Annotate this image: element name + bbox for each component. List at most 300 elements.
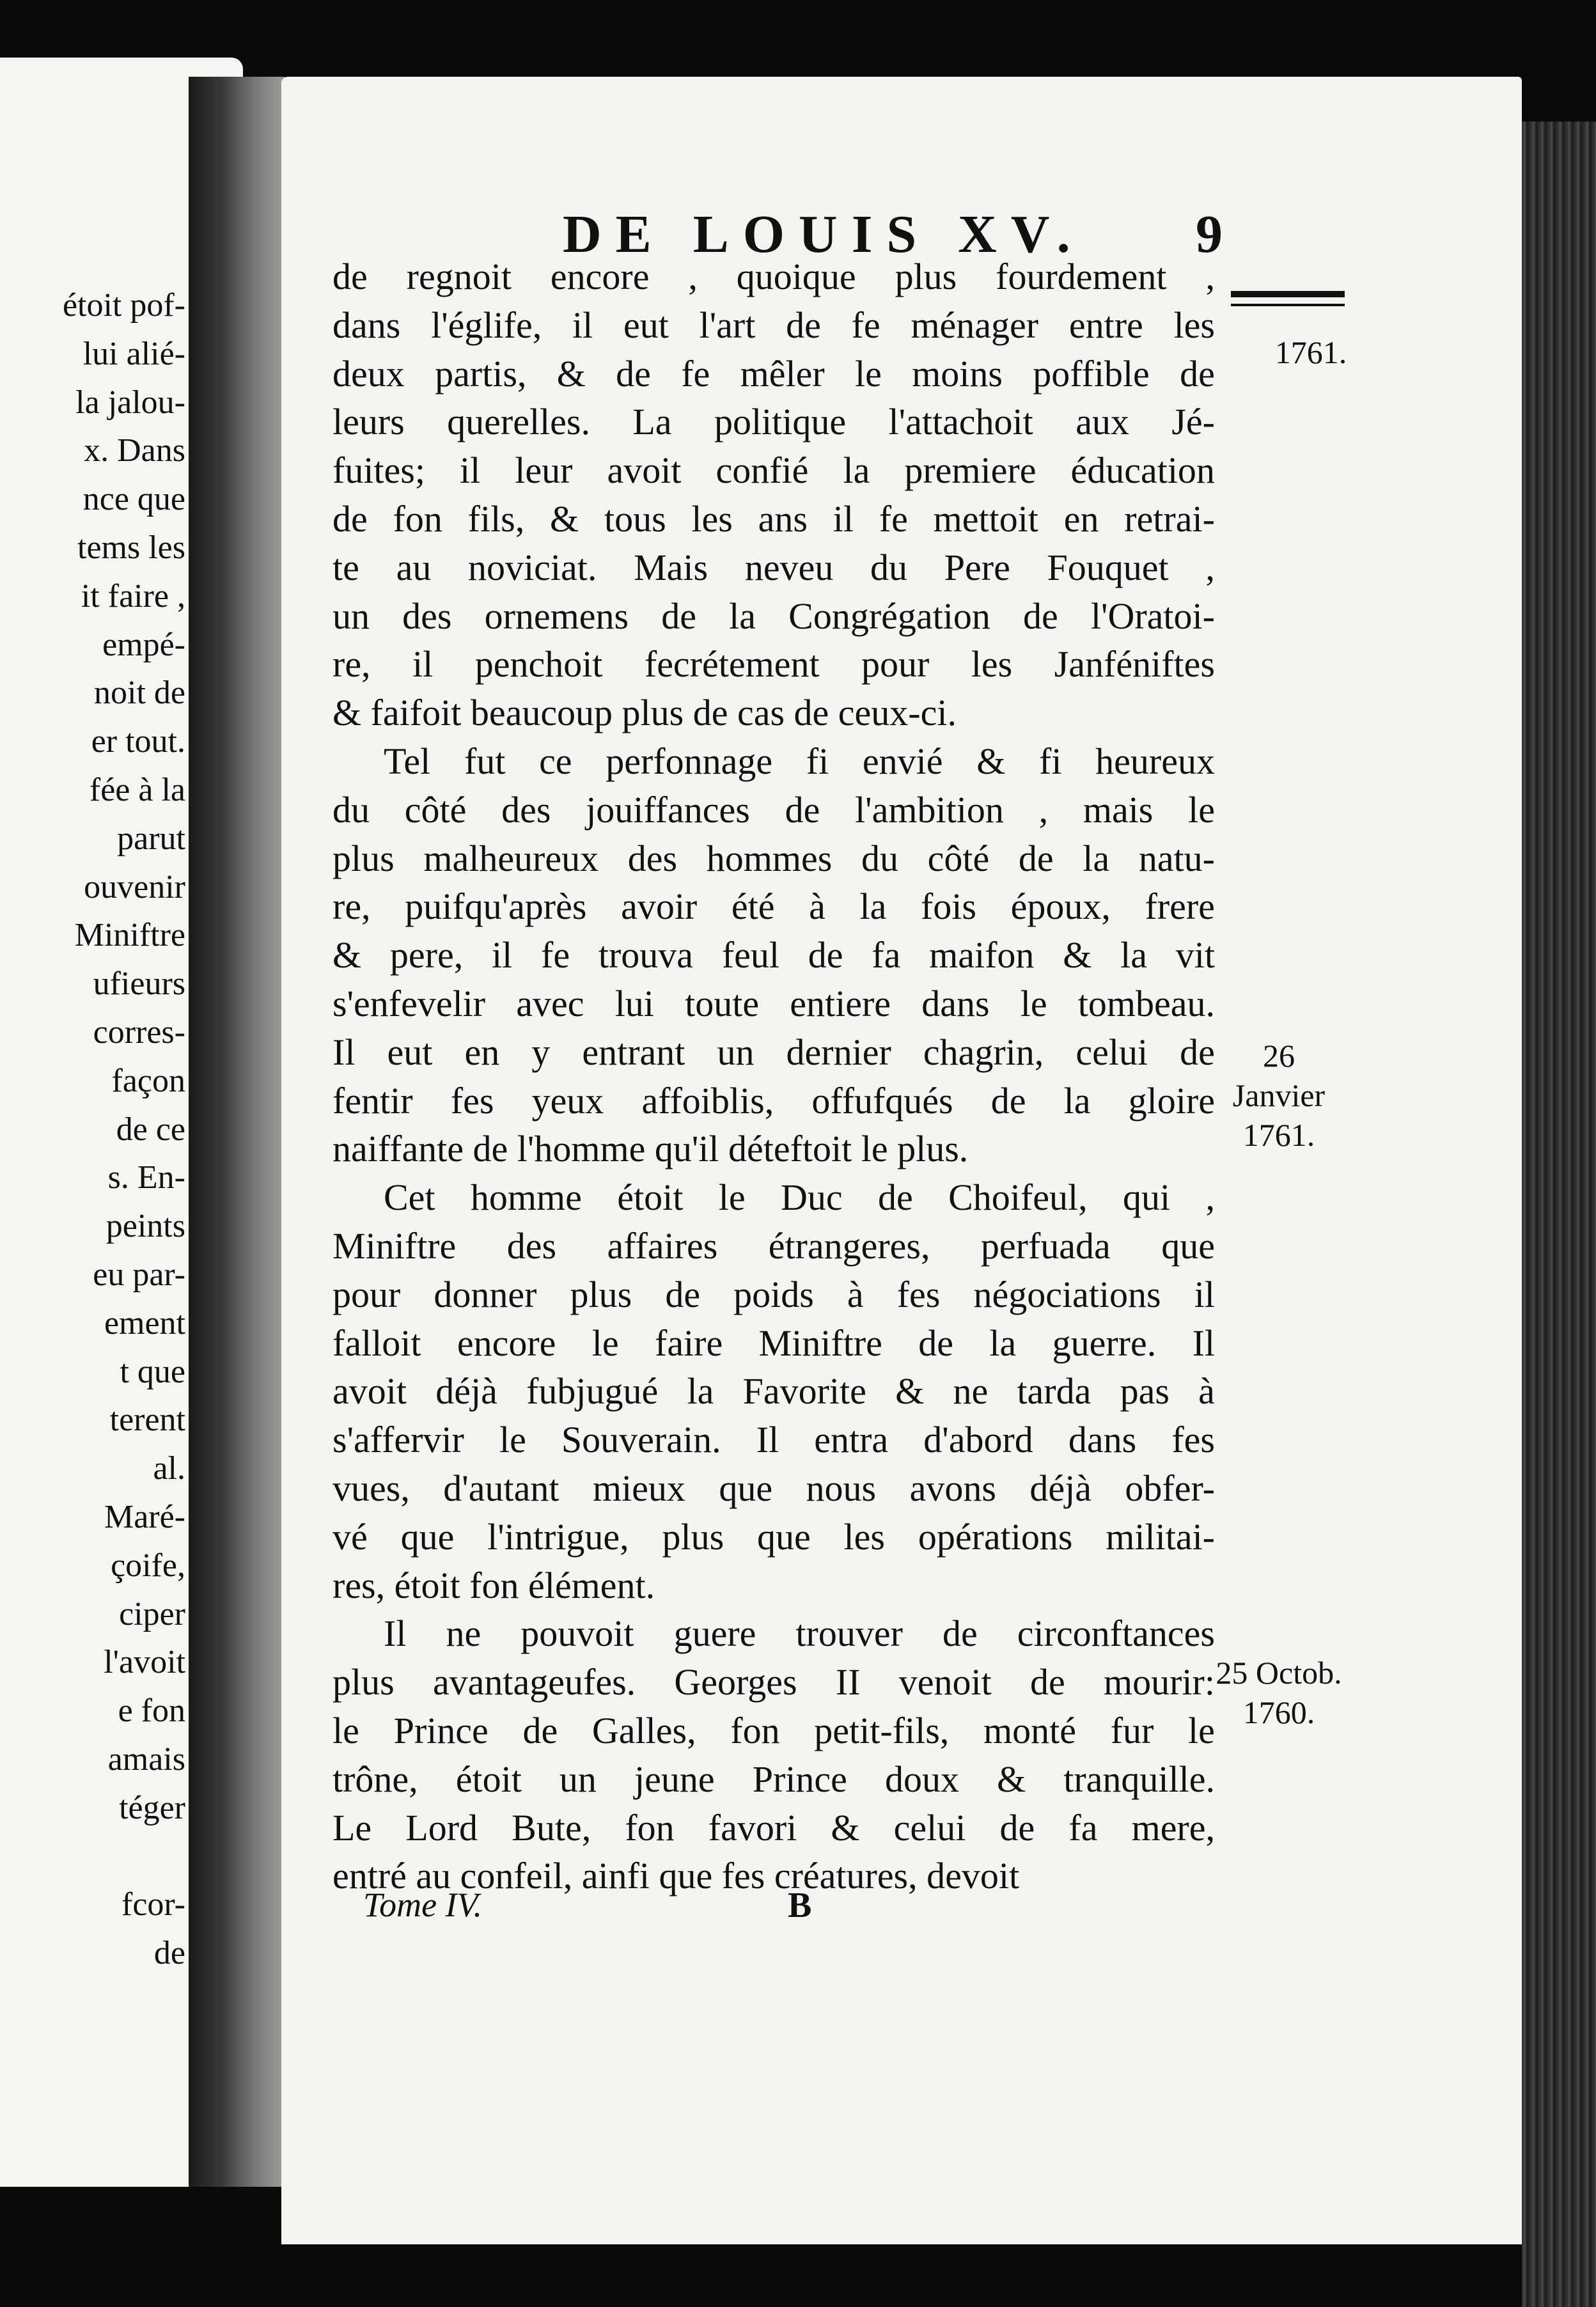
body-word: tarda xyxy=(1017,1370,1091,1412)
body-word: la xyxy=(687,1370,714,1412)
body-word: te xyxy=(332,546,359,588)
body-word: Cet xyxy=(384,1177,435,1219)
body-line xyxy=(332,592,1215,641)
body-word: fecrétement xyxy=(644,643,820,685)
page-number: 9 xyxy=(1196,205,1223,264)
body-word: Favorite xyxy=(742,1370,866,1412)
body-word: déjà xyxy=(435,1370,497,1412)
left-page-line: er tout. xyxy=(91,723,185,760)
left-page-line: amais xyxy=(107,1740,185,1778)
left-page-line: ciper xyxy=(119,1595,185,1632)
body-word: trouva xyxy=(598,934,694,976)
body-line xyxy=(332,1609,1215,1658)
body-word: de xyxy=(999,1806,1035,1849)
left-page-line: çoife, xyxy=(111,1547,185,1584)
body-word: le xyxy=(1188,1709,1215,1751)
body-word: premiere xyxy=(904,450,1037,492)
body-line-text: & faifoit beaucoup plus de cas de ceux-ci. xyxy=(332,692,957,734)
body-line-text: naiffante de l'homme qu'il déteftoit le plus. xyxy=(332,1128,969,1170)
body-word: ans xyxy=(758,497,808,540)
body-word: quoique xyxy=(736,256,856,297)
left-page-line: étoit pof- xyxy=(62,287,185,324)
body-word: toute xyxy=(685,982,760,1024)
body-word: moins xyxy=(912,352,1003,395)
body-word: de xyxy=(665,1273,701,1315)
body-word: eut xyxy=(623,304,669,346)
body-word: la xyxy=(989,1322,1017,1364)
body-line xyxy=(332,1561,1215,1610)
book-gutter xyxy=(189,77,285,2187)
body-word: fois xyxy=(920,886,976,928)
body-word: aux xyxy=(1076,401,1129,443)
body-word: fourdement xyxy=(996,256,1167,297)
body-word: de xyxy=(942,1613,978,1655)
body-line xyxy=(332,544,1215,592)
body-word: leurs xyxy=(332,401,405,443)
body-word: noviciat. xyxy=(468,546,597,588)
body-word: de xyxy=(661,595,696,637)
body-line xyxy=(332,1513,1215,1561)
body-word: étrangeres, xyxy=(768,1224,930,1267)
body-word: Mais xyxy=(634,546,708,588)
left-page-line: eu par- xyxy=(93,1256,185,1293)
body-word: la xyxy=(1063,1079,1091,1122)
body-word: la xyxy=(1120,934,1147,976)
body-word: les xyxy=(971,643,1013,685)
body-word: des xyxy=(627,837,678,879)
body-word: il xyxy=(412,643,434,685)
body-word: , xyxy=(1038,788,1049,831)
body-word: des xyxy=(501,788,551,831)
body-word: de xyxy=(1180,352,1215,395)
body-word: fon xyxy=(730,1709,780,1751)
body-word: il xyxy=(572,304,593,346)
body-word: avoir xyxy=(621,886,698,928)
left-page-line: corres- xyxy=(93,1013,185,1051)
body-word: Miniftre xyxy=(758,1322,882,1364)
body-word: un xyxy=(559,1758,597,1800)
left-page-line: al. xyxy=(153,1450,185,1487)
body-word: plus xyxy=(895,256,957,297)
body-word: opérations xyxy=(918,1515,1073,1558)
body-word: le xyxy=(718,1177,746,1219)
body-word: ce xyxy=(539,740,572,782)
body-word: , xyxy=(1205,256,1215,297)
body-word: de xyxy=(808,934,843,976)
body-word: eut xyxy=(387,1031,433,1073)
left-page-line: Maré- xyxy=(104,1498,185,1535)
body-word: Le xyxy=(332,1806,372,1849)
body-word: partis, xyxy=(435,352,527,395)
body-word: avec xyxy=(516,982,584,1024)
body-line xyxy=(332,446,1215,495)
body-word: fi xyxy=(1039,740,1062,782)
body-word: de xyxy=(878,1177,913,1219)
body-word: fubjugué xyxy=(526,1370,659,1412)
body-word: de xyxy=(990,1079,1026,1122)
body-line xyxy=(332,1416,1215,1464)
body-word: la xyxy=(859,886,887,928)
body-line xyxy=(332,253,1215,301)
body-word: de xyxy=(332,497,368,540)
body-word: côté xyxy=(404,788,467,831)
body-word: fon xyxy=(393,497,442,540)
body-word: de xyxy=(332,256,368,297)
body-word: regnoit xyxy=(406,256,512,297)
body-word: lui xyxy=(614,982,654,1024)
body-line xyxy=(332,1125,1215,1173)
body-word: entrant xyxy=(582,1031,685,1073)
margin-note-date-october: 25 Octob. 1760. xyxy=(1216,1655,1342,1730)
body-line-text: entré au confeil, ainfi que fes créatures, devoit xyxy=(332,1855,1020,1897)
body-word: plus xyxy=(662,1515,724,1558)
body-line xyxy=(332,1077,1215,1125)
left-page-line: lui alié- xyxy=(82,335,185,372)
body-word: Fouquet xyxy=(1047,546,1169,588)
body-word: maifon xyxy=(929,934,1035,976)
body-word: venoit xyxy=(898,1661,992,1703)
body-word: de xyxy=(1180,1031,1215,1073)
body-line xyxy=(332,350,1215,398)
body-word: celui xyxy=(893,1806,966,1849)
body-word: l'intrigue, xyxy=(487,1515,629,1558)
body-word: Pere xyxy=(944,546,1010,588)
body-word: perfuada xyxy=(980,1224,1111,1267)
body-word: d'abord xyxy=(923,1419,1033,1461)
left-page-line: fcor- xyxy=(121,1886,185,1923)
body-word: mettoit xyxy=(933,497,1038,540)
body-word: celui xyxy=(1076,1031,1148,1073)
body-word: il xyxy=(460,450,481,492)
left-page-line: noit de xyxy=(94,675,185,712)
body-word: & xyxy=(997,1758,1026,1800)
body-word: , xyxy=(688,256,698,297)
body-word: fentir xyxy=(332,1079,413,1122)
body-word: entre xyxy=(1068,304,1143,346)
body-line xyxy=(332,1804,1215,1852)
body-word: obfer- xyxy=(1125,1467,1215,1509)
body-word: ne xyxy=(953,1370,989,1412)
body-word: neveu xyxy=(744,546,834,588)
body-word: avoit xyxy=(332,1370,407,1412)
body-word: Galles, xyxy=(591,1709,696,1751)
body-word: éducation xyxy=(1070,450,1215,492)
body-word: mere, xyxy=(1131,1806,1215,1849)
body-word: d'autant xyxy=(443,1467,559,1509)
body-word: un xyxy=(332,595,370,637)
body-word: fuites; xyxy=(332,450,425,492)
left-page-line: l'avoit xyxy=(104,1644,185,1681)
body-text xyxy=(332,253,1215,1900)
body-word: que xyxy=(756,1515,811,1558)
body-word: mêler xyxy=(740,352,825,395)
body-word: Il xyxy=(332,1031,356,1073)
body-word: y xyxy=(531,1031,551,1073)
margin-rule xyxy=(1231,291,1345,297)
body-word: jeune xyxy=(634,1758,715,1800)
body-word: du xyxy=(870,546,908,588)
body-word: vé xyxy=(332,1515,368,1558)
body-word: fe xyxy=(541,934,570,976)
body-word: tombeau. xyxy=(1077,982,1215,1024)
body-word: fils, xyxy=(467,497,525,540)
body-word: que xyxy=(1161,1224,1215,1267)
body-line xyxy=(332,1707,1215,1755)
body-line xyxy=(332,786,1215,834)
body-word: de xyxy=(1023,595,1058,637)
body-word: monté xyxy=(983,1709,1076,1751)
left-page-line: s. En- xyxy=(107,1159,185,1196)
body-word: avons xyxy=(909,1467,996,1509)
left-page-line: téger xyxy=(119,1789,185,1826)
running-title: DE LOUIS XV. xyxy=(563,205,1084,264)
body-word: & xyxy=(976,740,1006,782)
body-word: les xyxy=(843,1515,885,1558)
left-page-line: tems les xyxy=(77,529,185,566)
left-page-line: ouvenir xyxy=(84,868,185,905)
body-word: les xyxy=(1173,304,1215,346)
body-word: malheureux xyxy=(423,837,599,879)
margin-note-date-january: 26 Janvier 1761. xyxy=(1232,1038,1326,1153)
body-word: vues, xyxy=(332,1467,410,1509)
left-page-line: terent xyxy=(109,1402,185,1439)
body-word: le xyxy=(1020,982,1047,1024)
body-word: , xyxy=(1205,1177,1215,1219)
body-word: pouvoit xyxy=(520,1613,634,1655)
body-word: avantageufes. xyxy=(432,1661,636,1703)
body-word: époux, xyxy=(1010,886,1111,928)
body-word: & xyxy=(1063,934,1092,976)
body-word: de xyxy=(1018,837,1054,879)
body-word: fes xyxy=(896,1273,941,1315)
body-word: affoiblis, xyxy=(641,1079,774,1122)
body-word: fur xyxy=(1110,1709,1154,1751)
body-word: mieux xyxy=(592,1467,685,1509)
body-word: mourir: xyxy=(1104,1661,1215,1703)
left-page-line: e fon xyxy=(118,1693,185,1730)
body-line xyxy=(332,1464,1215,1513)
body-word: Il xyxy=(384,1613,407,1655)
body-word: jouiffances xyxy=(586,788,750,831)
body-line xyxy=(332,1658,1215,1707)
body-word: natu- xyxy=(1138,837,1215,879)
body-line xyxy=(332,1271,1215,1319)
body-word: chagrin, xyxy=(923,1031,1044,1073)
body-word: il xyxy=(833,497,854,540)
body-word: négociations xyxy=(973,1273,1161,1315)
body-line xyxy=(332,398,1215,446)
body-word: plus xyxy=(570,1273,632,1315)
body-word: il xyxy=(492,934,513,976)
body-word: Janféniftes xyxy=(1054,643,1215,685)
body-word: s'affervir xyxy=(332,1419,464,1461)
left-page-line: fée à la xyxy=(89,771,185,808)
body-word: fe xyxy=(879,497,908,540)
body-word: dans xyxy=(1068,1419,1137,1461)
left-page-line: façon xyxy=(111,1062,185,1099)
margin-note-year: 1761. xyxy=(1274,334,1347,370)
body-word: tranquille. xyxy=(1063,1758,1215,1800)
body-word: petit-fils, xyxy=(814,1709,950,1751)
body-word: poffible xyxy=(1033,352,1150,395)
left-page-line: nce que xyxy=(82,481,185,518)
body-word: & xyxy=(831,1806,860,1849)
body-word: Choifeul, xyxy=(948,1177,1088,1219)
body-word: de xyxy=(522,1709,558,1751)
body-word: l'Oratoi- xyxy=(1090,595,1215,637)
body-word: le xyxy=(591,1322,619,1364)
body-word: s'enfevelir xyxy=(332,982,486,1024)
left-page-line: peints xyxy=(106,1208,185,1245)
body-line xyxy=(332,834,1215,883)
body-word: fut xyxy=(464,740,506,782)
body-word: Georges xyxy=(674,1661,797,1703)
body-word: II xyxy=(835,1661,861,1703)
body-word: entiere xyxy=(790,982,891,1024)
body-line xyxy=(332,1173,1215,1222)
margin-rule-thin xyxy=(1231,304,1345,306)
body-word: la xyxy=(843,450,870,492)
body-line-text: res, étoit fon élément. xyxy=(332,1564,655,1606)
body-word: frere xyxy=(1145,886,1215,928)
body-word: & xyxy=(550,497,579,540)
body-word: l'églife, xyxy=(431,304,542,346)
left-page-line: Miniftre xyxy=(74,917,185,954)
body-word: penchoit xyxy=(474,643,603,685)
body-line xyxy=(332,1755,1215,1804)
body-word: guerre. xyxy=(1052,1322,1157,1364)
body-word: politique xyxy=(714,401,847,443)
body-line xyxy=(332,495,1215,544)
left-page-line: de ce xyxy=(116,1111,185,1148)
left-page-line: x. Dans xyxy=(84,432,185,469)
body-word: de xyxy=(616,352,651,395)
body-word: du xyxy=(332,788,370,831)
body-word: leur xyxy=(515,450,573,492)
body-word: de xyxy=(918,1322,953,1364)
body-word: circonftances xyxy=(1017,1613,1215,1655)
body-word: de xyxy=(1030,1661,1065,1703)
body-word: plus xyxy=(332,1661,395,1703)
body-word: nous xyxy=(806,1467,877,1509)
body-word: Prince xyxy=(752,1758,847,1800)
body-word: Prince xyxy=(393,1709,489,1751)
left-page-line: empé- xyxy=(102,626,185,663)
body-word: fes xyxy=(1171,1419,1215,1461)
body-word: fe xyxy=(681,352,710,395)
body-word: ornemens xyxy=(484,595,629,637)
body-word: encore xyxy=(457,1322,556,1364)
body-word: déjà xyxy=(1029,1467,1091,1509)
body-line xyxy=(332,980,1215,1028)
body-word: l'ambition xyxy=(855,788,1004,831)
left-page-line: ufieurs xyxy=(93,966,185,1003)
body-word: & xyxy=(332,934,362,976)
body-word: des xyxy=(402,595,452,637)
body-word: envié xyxy=(862,740,943,782)
body-word: fes xyxy=(450,1079,494,1122)
body-word: Souverain. xyxy=(561,1419,721,1461)
body-word: un xyxy=(717,1031,755,1073)
body-word: pour xyxy=(861,643,930,685)
body-word: le xyxy=(499,1419,526,1461)
body-word: & xyxy=(556,352,586,395)
body-word: favori xyxy=(708,1806,797,1849)
body-word: puifqu'après xyxy=(405,886,587,928)
body-line xyxy=(332,737,1215,786)
body-word: heureux xyxy=(1095,740,1215,782)
body-word: donner xyxy=(434,1273,537,1315)
body-word: gloire xyxy=(1128,1079,1215,1122)
body-word: Il xyxy=(756,1419,779,1461)
body-word: fon xyxy=(625,1806,675,1849)
body-word: pas xyxy=(1120,1370,1170,1412)
body-word: dans xyxy=(332,304,401,346)
body-word: pere, xyxy=(389,934,464,976)
body-word: Jé- xyxy=(1171,401,1215,443)
page-edges xyxy=(1522,121,1596,2307)
body-word: La xyxy=(632,401,672,443)
left-page-line xyxy=(0,1833,185,1881)
body-line xyxy=(332,1319,1215,1368)
body-word: dans xyxy=(921,982,990,1024)
body-word: mais xyxy=(1083,788,1154,831)
body-word: trône, xyxy=(332,1758,418,1800)
body-word: la xyxy=(729,595,756,637)
body-word: il xyxy=(1194,1273,1215,1315)
body-line xyxy=(332,689,1215,737)
body-word: l'attachoit xyxy=(888,401,1033,443)
body-word: , xyxy=(1205,546,1215,588)
left-page-line: la jalou- xyxy=(75,384,185,421)
body-line xyxy=(332,301,1215,350)
body-word: affaires xyxy=(607,1224,718,1267)
body-word: côté xyxy=(927,837,990,879)
body-word: fe xyxy=(851,304,880,346)
left-page-text xyxy=(0,281,185,1978)
body-word: poids xyxy=(733,1273,814,1315)
body-word: vit xyxy=(1175,934,1215,976)
body-word: Miniftre xyxy=(332,1224,457,1267)
body-word: été xyxy=(731,886,775,928)
body-line xyxy=(332,882,1215,931)
body-word: pour xyxy=(332,1273,401,1315)
body-word: perfonnage xyxy=(606,740,773,782)
body-line xyxy=(332,1222,1215,1271)
body-word: au xyxy=(396,546,432,588)
body-word: Duc xyxy=(780,1177,843,1219)
body-word: Congrégation xyxy=(788,595,990,637)
body-word: les xyxy=(691,497,733,540)
body-line xyxy=(332,1367,1215,1416)
body-line xyxy=(332,931,1215,980)
body-word: confié xyxy=(716,450,809,492)
body-word: fa xyxy=(1068,1806,1098,1849)
body-word: qui xyxy=(1122,1177,1171,1219)
body-word: entra xyxy=(814,1419,889,1461)
body-word: doux xyxy=(884,1758,959,1800)
body-line xyxy=(332,1028,1215,1077)
body-word: falloit xyxy=(332,1322,421,1364)
body-word: fa xyxy=(872,934,901,976)
body-word: étoit xyxy=(617,1177,684,1219)
body-word: tous xyxy=(604,497,666,540)
body-word: guere xyxy=(673,1613,756,1655)
body-word: offufqués xyxy=(811,1079,953,1122)
body-word: querelles. xyxy=(447,401,590,443)
body-word: deux xyxy=(332,352,405,395)
body-word: militai- xyxy=(1106,1515,1215,1558)
